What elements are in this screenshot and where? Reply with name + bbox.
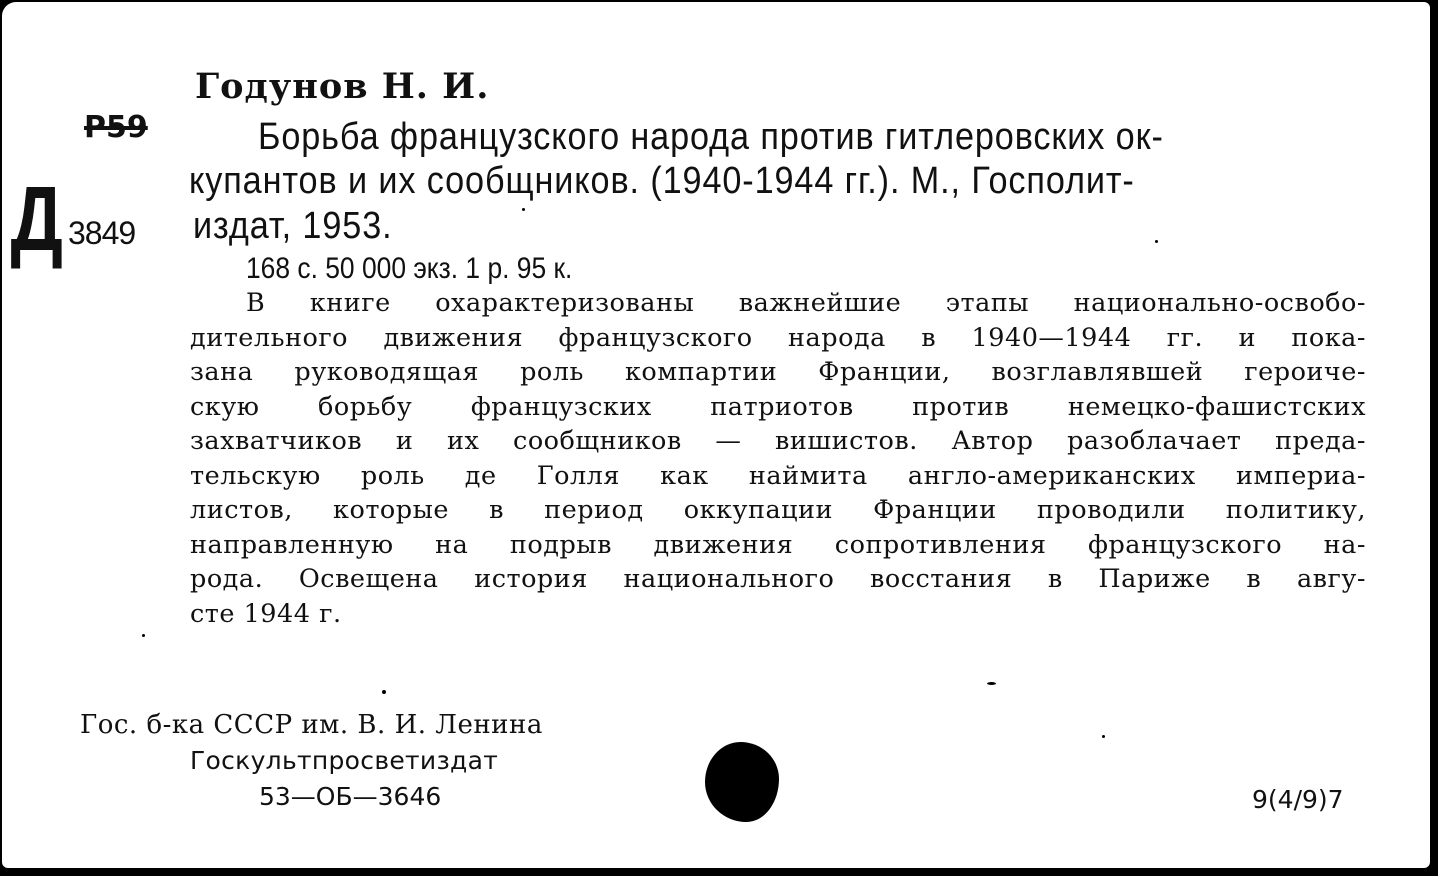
order-number: 53—ОБ—3646 [259, 782, 442, 811]
ink-speck [142, 634, 145, 637]
library-name: Гос. б-ка СССР им. В. И. Ленина [80, 710, 543, 740]
collation: 168 с. 50 000 экз. 1 р. 95 к. [246, 252, 573, 285]
annotation-line: листов, которые в период оккупации Франции проводили политику, [190, 495, 1366, 525]
old-shelf-mark: Р59 [84, 110, 148, 145]
annotation-line: сте 1944 г. [190, 598, 342, 629]
shelf-mark [4, 167, 136, 272]
annotation-line: скую борьбу французских патриотов против немецко-фашистских [190, 391, 1366, 422]
annotation-line: зана руководящая роль компартии Франции, возглавлявшей героиче- [190, 357, 1366, 387]
title-line: издат, 1953. [193, 205, 393, 247]
shelf-mark-number: 3849 [68, 215, 136, 251]
card-author: Годунов Н. И. [195, 66, 490, 107]
title-line: купантов и их сообщников. (1940-1944 гг.). М., Госполит- [189, 160, 1135, 202]
annotation-line: дительного движения французского народа в 1940—1944 гг. и пока- [190, 322, 1366, 353]
annotation-line: рода. Освещена история национального восстания в Париже в авгу- [190, 564, 1366, 594]
ink-speck [522, 208, 525, 211]
ink-speck [1102, 735, 1105, 738]
ink-speck [987, 682, 996, 685]
annotation-line: направленную на подрыв движения сопротивления французского на- [190, 529, 1366, 560]
ink-speck [1155, 240, 1158, 243]
classification-code: 9(4/9)7 [1252, 785, 1344, 814]
punch-hole [705, 742, 779, 822]
annotation-line: захватчиков и их сообщников — вишистов. Автор разоблачает преда- [190, 426, 1366, 456]
annotation-line: тельскую роль де Голля как наймита англо-американских империа- [190, 460, 1366, 491]
publisher-name: Госкультпросветиздат [190, 746, 499, 775]
annotation [190, 286, 1366, 631]
ink-speck [382, 690, 386, 694]
annotation-line: В книге охарактеризованы важнейшие этапы национально-освобо- [246, 288, 1366, 318]
shelf-mark-letter: Д [10, 168, 63, 270]
catalog-card [2, 2, 1430, 868]
title-line: Борьба французского народа против гитлеровских ок- [258, 116, 1164, 158]
